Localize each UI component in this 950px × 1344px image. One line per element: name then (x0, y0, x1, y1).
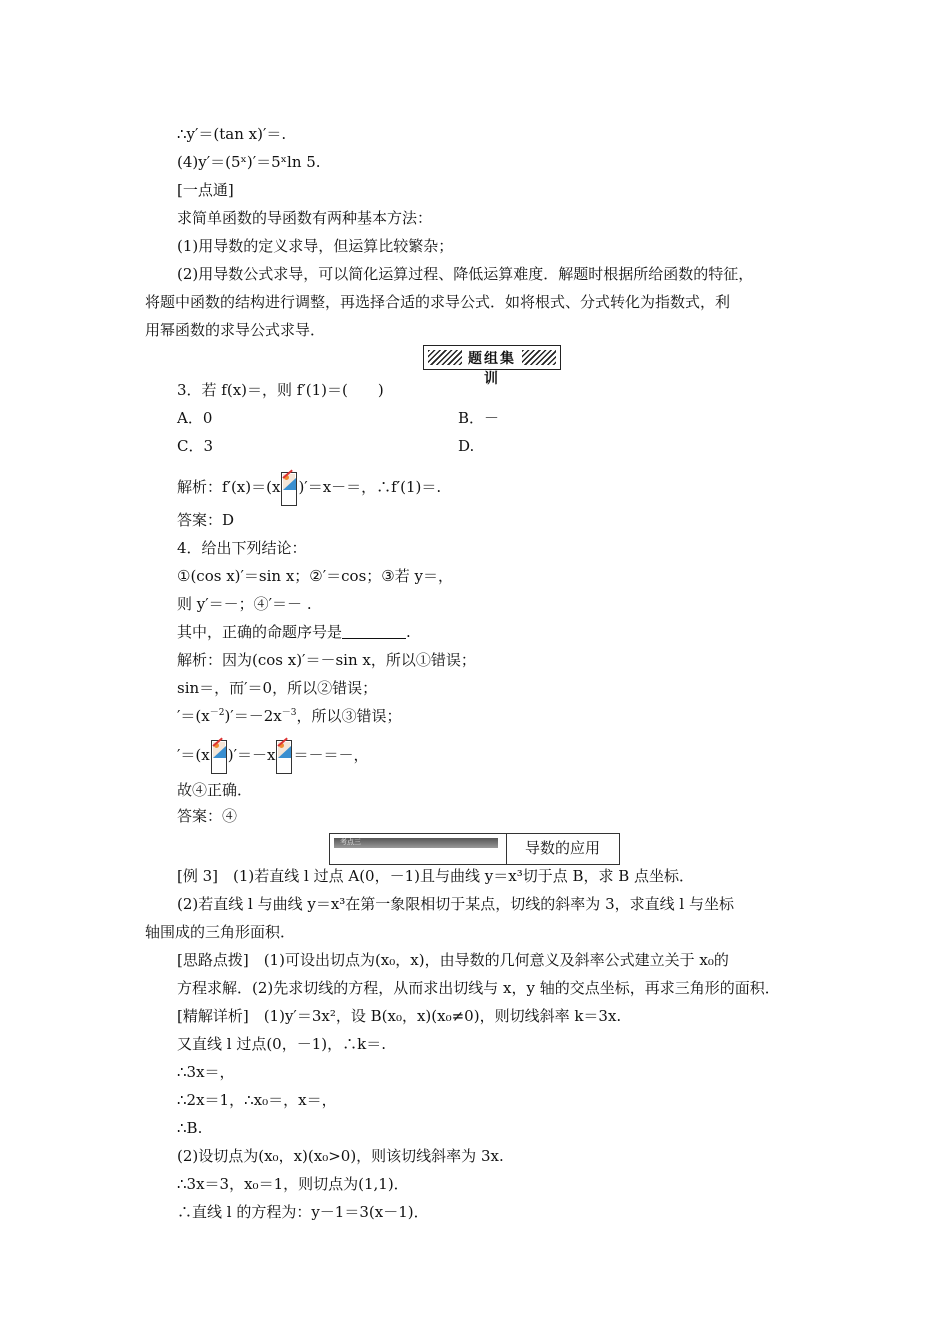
option-d: D. (458, 437, 475, 455)
answer-line: 答案：④ (177, 807, 238, 825)
text-line: 又直线 l 过点(0，－1)，∴k＝. (177, 1035, 386, 1053)
text-span: ，所以③错误； (296, 707, 402, 725)
text-line: (2)设切点为(x₀，x)(x₀>0)，则该切线斜率为 3x. (177, 1147, 504, 1165)
text-span: ′＝(x (177, 707, 210, 725)
solution-line (177, 472, 441, 506)
broken-image-icon (276, 740, 292, 774)
text-span: ＝－＝－， (293, 746, 369, 764)
answer-blank (342, 624, 406, 639)
solution-line (177, 740, 368, 774)
question-3: 3．若 f(x)＝，则 f′(1)＝( ) (177, 381, 384, 399)
text-span: ′＝(x (177, 746, 210, 764)
text-line: (1)用导数的定义求导，但运算比较繁杂； (177, 237, 454, 255)
text-line: [精解详析] (1)y′＝3x²，设 B(x₀，x)(x₀≠0)，则切线斜率 k＝3x. (177, 1007, 622, 1025)
text-line: (2)若直线 l 与曲线 y＝x³在第一象限相切于某点，切线的斜率为 3，求直线 l 与坐标 (177, 895, 734, 913)
solution-line: 解析：因为(cos x)′＝－sin x，所以①错误； (177, 651, 476, 669)
section-header (329, 833, 620, 865)
option-c: C．3 (177, 437, 214, 455)
broken-image-icon (211, 740, 227, 774)
text-line: 方程求解．(2)先求切线的方程，从而求出切线与 x，y 轴的交点坐标，再求三角形的面积． (177, 979, 780, 997)
exercise-group-banner (423, 345, 561, 387)
banner-label: 题组集训 (468, 351, 516, 387)
text-line: 用幂函数的求导公式求导． (145, 321, 326, 339)
text-line: ∴3x＝， (177, 1063, 235, 1081)
banner-hatch-right (522, 350, 556, 365)
text-span: 其中，正确的命题序号是 (177, 623, 343, 641)
exponent: －3 (281, 708, 297, 718)
option-b: B．－ (458, 409, 500, 427)
example-3-line: [例 3] (1)若直线 l 过点 A(0，－1)且与曲线 y＝x³切于点 B，求 B 点坐标． (177, 867, 695, 885)
text-span: )′＝－2x (224, 707, 282, 725)
solution-text: 解析：f′(x)＝(x (177, 478, 281, 496)
solution-line: sin＝，而′＝0，所以②错误； (177, 679, 378, 697)
text-line: (4)y′＝(5ˣ)′＝5ˣln 5. (177, 153, 321, 171)
solution-line: 故④正确． (177, 781, 253, 799)
solution-line (177, 706, 401, 726)
text-line: [思路点拨] (1)可设出切点为(x₀，x)，由导数的几何意义及斜率公式建立关于 x₀的 (177, 951, 729, 969)
text-line: ∴3x＝3，x₀＝1，则切点为(1,1)． (177, 1175, 409, 1193)
text-line: 轴围成的三角形面积． (145, 923, 296, 941)
text-line: 求简单函数的导函数有两种基本方法： (177, 209, 433, 227)
section-tag-bar (334, 838, 498, 848)
text-line: 则 y′＝－；④′＝－ . (177, 595, 312, 613)
broken-image-icon (281, 472, 297, 506)
solution-text: )′＝x－＝，∴f′(1)＝. (298, 478, 442, 496)
tip-heading: [一点通] (177, 181, 234, 199)
text-line: ∴y′＝(tan x)′＝. (177, 125, 287, 143)
text-span: . (406, 623, 411, 641)
text-span: )′＝－x (227, 746, 276, 764)
exponent: －2 (209, 708, 225, 718)
banner-hatch-left (428, 350, 462, 365)
text-line: ∴B. (177, 1119, 203, 1137)
question-4: 4．给出下列结论： (177, 539, 307, 557)
text-line: ①(cos x)′＝sin x；②′＝cos；③若 y＝， (177, 567, 453, 585)
text-line: ∴直线 l 的方程为：y－1＝3(x－1)． (177, 1203, 429, 1221)
option-a: A．0 (177, 409, 213, 427)
text-line: 将题中函数的结构进行调整，再选择合适的求导公式．如将根式、分式转化为指数式，利 (145, 293, 731, 311)
text-line: (2)用导数公式求导，可以简化运算过程、降低运算难度．解题时根据所给函数的特征， (177, 265, 754, 283)
section-title: 导数的应用 (524, 839, 600, 857)
answer-line: 答案：D (177, 511, 235, 529)
section-tag: 考点三 (340, 838, 361, 846)
text-line: ∴2x＝1，∴x₀＝，x＝， (177, 1091, 337, 1109)
fill-blank-line (177, 622, 411, 642)
